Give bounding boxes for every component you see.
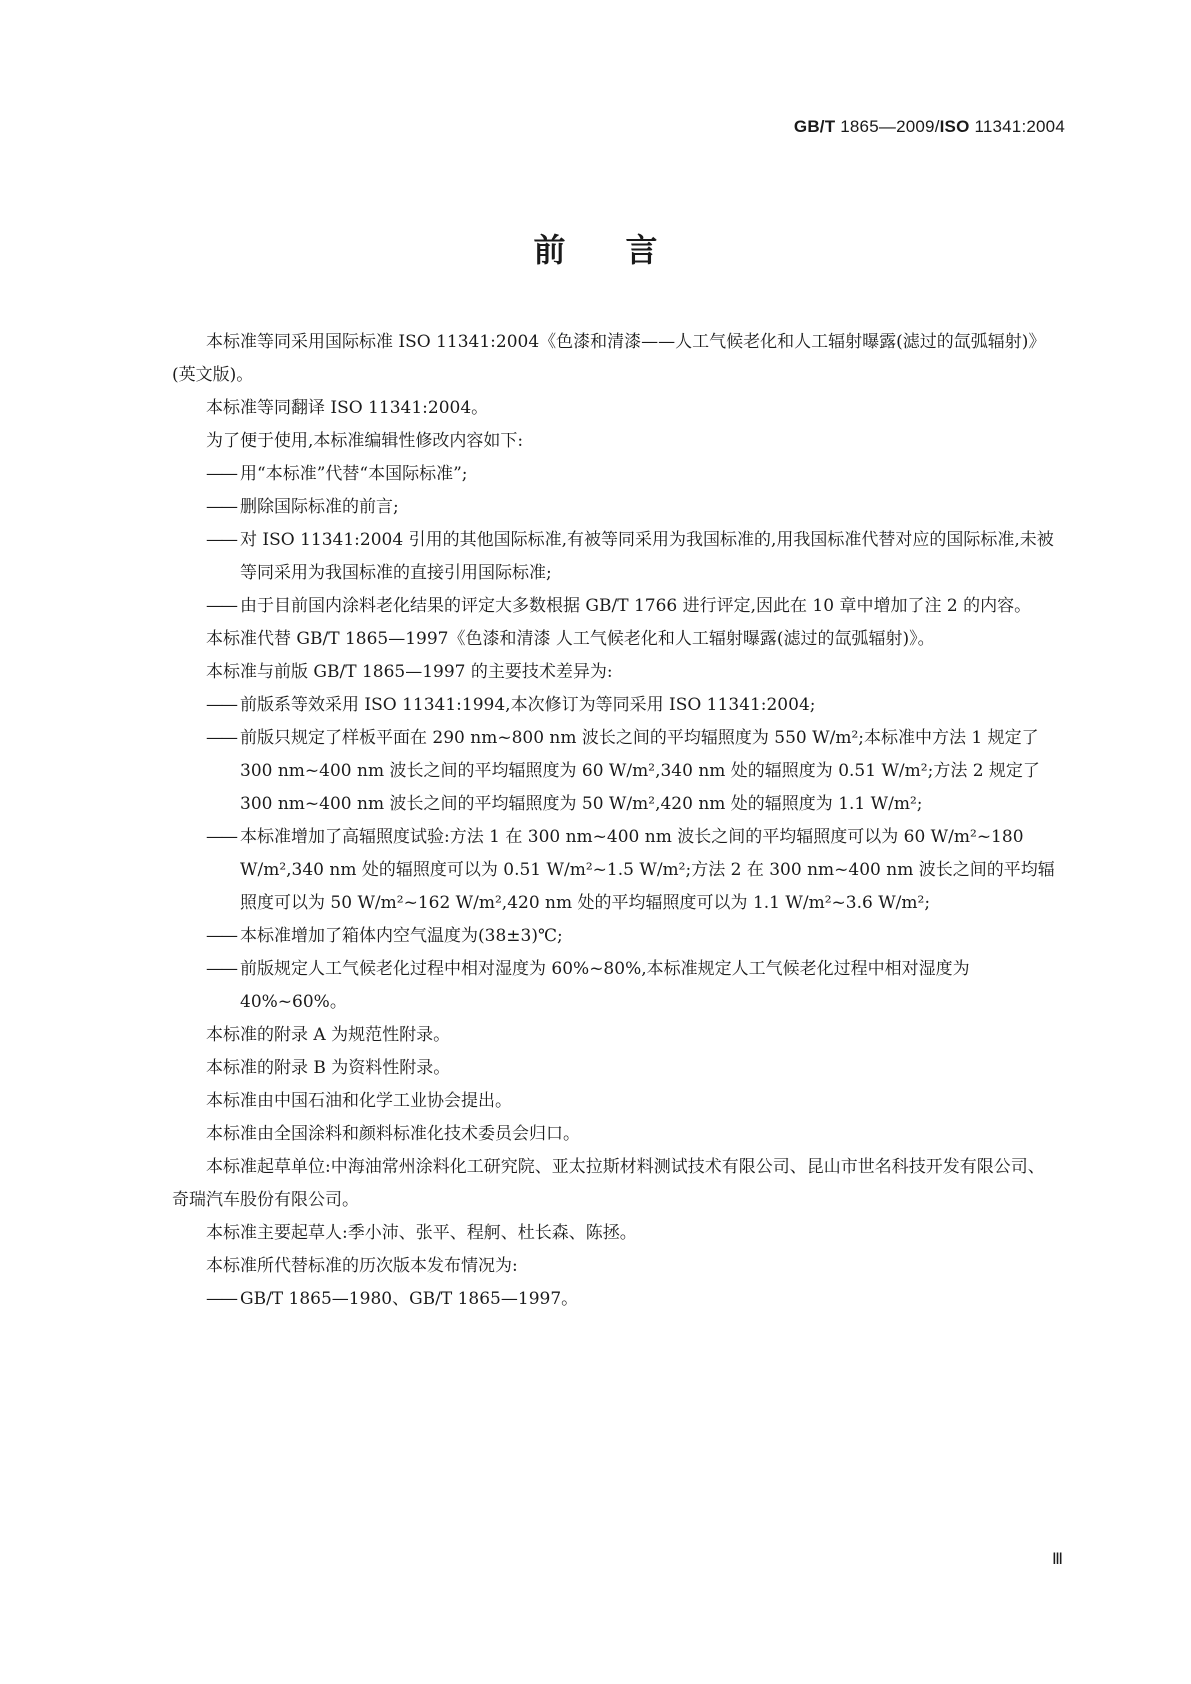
- paragraph: 本标准由中国石油和化学工业协会提出。: [206, 1091, 512, 1111]
- header-gbt: GB/T: [793, 117, 836, 136]
- dash-item-text: GB/T 1865—1980、GB/T 1865—1997。: [240, 1289, 579, 1309]
- dash-item-text: 前版系等效采用 ISO 11341:1994,本次修订为等同采用 ISO 11341:2004;: [240, 695, 816, 715]
- dash-item-text: 本标准增加了箱体内空气温度为(38±3)℃;: [240, 926, 563, 946]
- header-iso: ISO: [939, 117, 970, 136]
- page-number: Ⅲ: [1051, 1551, 1063, 1568]
- paragraph: 本标准的附录 B 为资料性附录。: [206, 1058, 451, 1078]
- dash-marker: ——: [206, 1289, 236, 1309]
- header-iso-number: 11341:2004: [969, 117, 1065, 136]
- dash-item-text: 由于目前国内涂料老化结果的评定大多数根据 GB/T 1766 进行评定,因此在 10 章中增加了注 2 的内容。: [240, 596, 1032, 616]
- header-number: 1865—2009/: [835, 117, 940, 136]
- dash-list-item: [172, 689, 1060, 722]
- dash-item-text: 前版规定人工气候老化过程中相对湿度为 60%~80%,本标准规定人工气候老化过程中相对湿度为 40%~60%。: [240, 959, 970, 1012]
- page-title: [0, 225, 1191, 271]
- dash-item-text: 本标准增加了高辐照度试验:方法 1 在 300 nm~400 nm 波长之间的平均辐照度可以为 60 W/m²~180 W/m²,340 nm 处的辐照度可以为 0.51 W/m²~1.5 W/m²;方法 2 在 300 nm~400 nm 波长之间的平均辐照度可以为 50 W/m²~162 W/m²,420 nm 处的平均辐照度可以为 1.1 W/m²~3.6 W/m²;: [240, 827, 1055, 913]
- paragraph: 本标准由全国涂料和颜料标准化技术委员会归口。: [206, 1124, 580, 1144]
- dash-marker: ——: [206, 827, 236, 847]
- dash-marker: ——: [206, 464, 236, 484]
- dash-marker: ——: [206, 926, 236, 946]
- dash-marker: ——: [206, 959, 236, 979]
- dash-marker: ——: [206, 530, 236, 550]
- dash-list-item: [172, 491, 1060, 524]
- dash-list-item: [172, 458, 1060, 491]
- dash-list-item: [172, 920, 1060, 953]
- dash-list-item: [172, 590, 1060, 623]
- standard-number-header: [794, 117, 1065, 137]
- paragraph: 本标准代替 GB/T 1865—1997《色漆和清漆 人工气候老化和人工辐射曝露(滤过的氙弧辐射)》。: [206, 629, 935, 649]
- dash-list-item: [172, 722, 1060, 821]
- dash-marker: ——: [206, 695, 236, 715]
- dash-list-item: [172, 821, 1060, 920]
- paragraph: 本标准等同采用国际标准 ISO 11341:2004《色漆和清漆——人工气候老化和人工辐射曝露(滤过的氙弧辐射)》(英文版)。: [172, 332, 1046, 385]
- dash-item-text: 对 ISO 11341:2004 引用的其他国际标准,有被等同采用为我国标准的,用我国标准代替对应的国际标准,未被等同采用为我国标准的直接引用国际标准;: [240, 530, 1054, 583]
- dash-list-item: [172, 524, 1060, 590]
- dash-marker: ——: [206, 596, 236, 616]
- title-char-2: 言: [625, 231, 658, 269]
- dash-list-item: [172, 1283, 1060, 1316]
- paragraph: 本标准的附录 A 为规范性附录。: [206, 1025, 451, 1045]
- foreword-body: [172, 326, 1060, 1316]
- paragraph: 本标准所代替标准的历次版本发布情况为:: [206, 1256, 518, 1276]
- dash-item-text: 前版只规定了样板平面在 290 nm~800 nm 波长之间的平均辐照度为 550 W/m²;本标准中方法 1 规定了 300 nm~400 nm 波长之间的平均辐照度为 60 W/m²,340 nm 处的辐照度为 0.51 W/m²;方法 2 规定了 300 nm~400 nm 波长之间的平均辐照度为 50 W/m²,420 nm 处的辐照度为 1.1 W/m²;: [240, 728, 1040, 814]
- title-char-1: 前: [533, 231, 566, 269]
- dash-marker: ——: [206, 728, 236, 748]
- dash-item-text: 用“本标准”代替“本国际标准”;: [240, 464, 468, 484]
- paragraph: 本标准与前版 GB/T 1865—1997 的主要技术差异为:: [206, 662, 613, 682]
- dash-marker: ——: [206, 497, 236, 517]
- dash-item-text: 删除国际标准的前言;: [240, 497, 399, 517]
- dash-list-item: [172, 953, 1060, 1019]
- paragraph: 本标准主要起草人:季小沛、张平、程舸、杜长森、陈拯。: [206, 1223, 637, 1243]
- paragraph: 本标准等同翻译 ISO 11341:2004。: [206, 398, 489, 418]
- paragraph: 本标准起草单位:中海油常州涂料化工研究院、亚太拉斯材料测试技术有限公司、昆山市世名科技开发有限公司、奇瑞汽车股份有限公司。: [172, 1157, 1045, 1210]
- paragraph: 为了便于使用,本标准编辑性修改内容如下:: [206, 431, 524, 451]
